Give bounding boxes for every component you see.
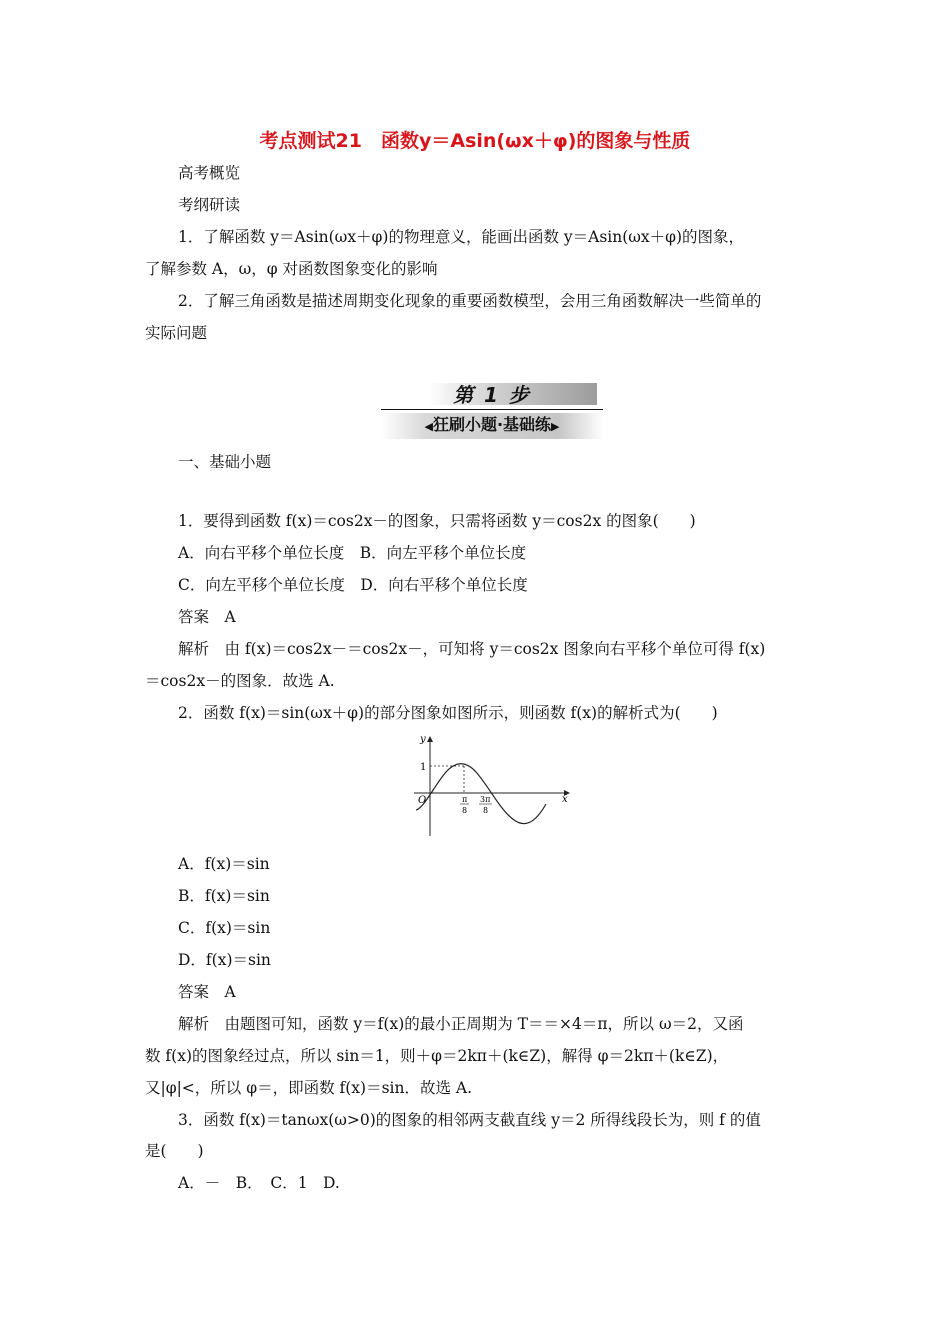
- left-arrow-icon: ◀: [424, 420, 433, 433]
- banner-step-label: 第 1 步: [453, 383, 531, 407]
- tick-2-denominator: 8: [483, 806, 489, 815]
- tick-1-numerator: π: [462, 795, 468, 804]
- tick-1-denominator: 8: [462, 806, 468, 815]
- q1-stem: 1．要得到函数 f(x)＝cos2x－的图象，只需将函数 y＝cos2x 的图象( ): [178, 512, 696, 530]
- q3-options: A．－ B． C．1 D.: [178, 1174, 340, 1192]
- origin-label: O: [418, 795, 427, 806]
- q1-options-ab: A．向右平移个单位长度 B．向左平移个单位长度: [178, 544, 527, 562]
- q2-analysis-line-3: 又|φ|<，所以 φ＝，即函数 f(x)＝sin．故选 A.: [145, 1079, 473, 1097]
- banner-subtitle-box: [381, 413, 603, 439]
- q1-analysis-line-2: ＝cos2x－的图象．故选 A.: [145, 672, 335, 690]
- syllabus-item-1-line-2: 了解参数 A，ω，φ 对函数图象变化的影响: [145, 260, 438, 278]
- right-arrow-icon: ▶: [551, 420, 560, 433]
- syllabus-item-2-line-1: 2．了解三角函数是描述周期变化现象的重要函数模型，会用三角函数解决一些简单的: [178, 292, 762, 310]
- q2-option-d: D．f(x)＝sin: [178, 951, 271, 969]
- q2-option-c: C．f(x)＝sin: [178, 919, 271, 937]
- peak-value-label: 1: [420, 762, 427, 773]
- q2-analysis-line-2: 数 f(x)的图象经过点，所以 sin＝1，则＋φ＝2kπ＋(k∈Z)，解得 φ＝2kπ＋(k∈Z)，: [145, 1047, 729, 1065]
- q1-options-cd: C．向左平移个单位长度 D．向右平移个单位长度: [178, 576, 528, 594]
- banner-subtitle: 狂刷小题·基础练: [432, 415, 552, 434]
- syllabus-item-2-line-2: 实际问题: [145, 324, 208, 342]
- q3-stem-line-1: 3．函数 f(x)＝tanωx(ω>0)的图象的相邻两支截直线 y＝2 所得线段长为，则 f 的值: [178, 1111, 761, 1129]
- q2-stem: 2．函数 f(x)＝sin(ωx＋φ)的部分图象如图所示，则函数 f(x)的解析式为( ): [178, 704, 718, 722]
- step-banner: [381, 377, 603, 439]
- section-heading: 一、基础小题: [178, 453, 272, 471]
- overview-heading: 高考概览: [178, 164, 241, 182]
- syllabus-item-1-line-1: 1．了解函数 y＝Asin(ωx＋φ)的物理意义，能画出函数 y＝Asin(ωx＋φ)的图象，: [178, 228, 745, 246]
- q2-analysis-line-1: 解析 由题图可知，函数 y＝f(x)的最小正周期为 T＝＝×4＝π，所以 ω＝2，又函: [178, 1015, 744, 1033]
- q3-stem-line-2: 是( ): [145, 1142, 204, 1160]
- y-axis-arrow-icon: [427, 736, 433, 742]
- tick-2-numerator: 3π: [480, 795, 491, 804]
- q1-analysis-line-1: 解析 由 f(x)＝cos2x－＝cos2x－，可知将 y＝cos2x 图象向右平移个单位可得 f(x): [178, 640, 766, 658]
- q2-option-b: B．f(x)＝sin: [178, 887, 270, 905]
- syllabus-heading: 考纲研读: [178, 196, 241, 214]
- q1-answer: 答案 A: [178, 608, 236, 626]
- banner-divider: [381, 409, 603, 410]
- x-axis-label: x: [562, 794, 568, 805]
- q2-option-a: A．f(x)＝sin: [178, 855, 270, 873]
- sine-curve: [416, 764, 546, 824]
- q2-answer: 答案 A: [178, 983, 236, 1001]
- sine-graph: [412, 732, 574, 838]
- y-axis-label: y: [420, 734, 426, 745]
- page-title: 考点测试21 函数y＝Asin(ωx＋φ)的图象与性质: [259, 130, 691, 152]
